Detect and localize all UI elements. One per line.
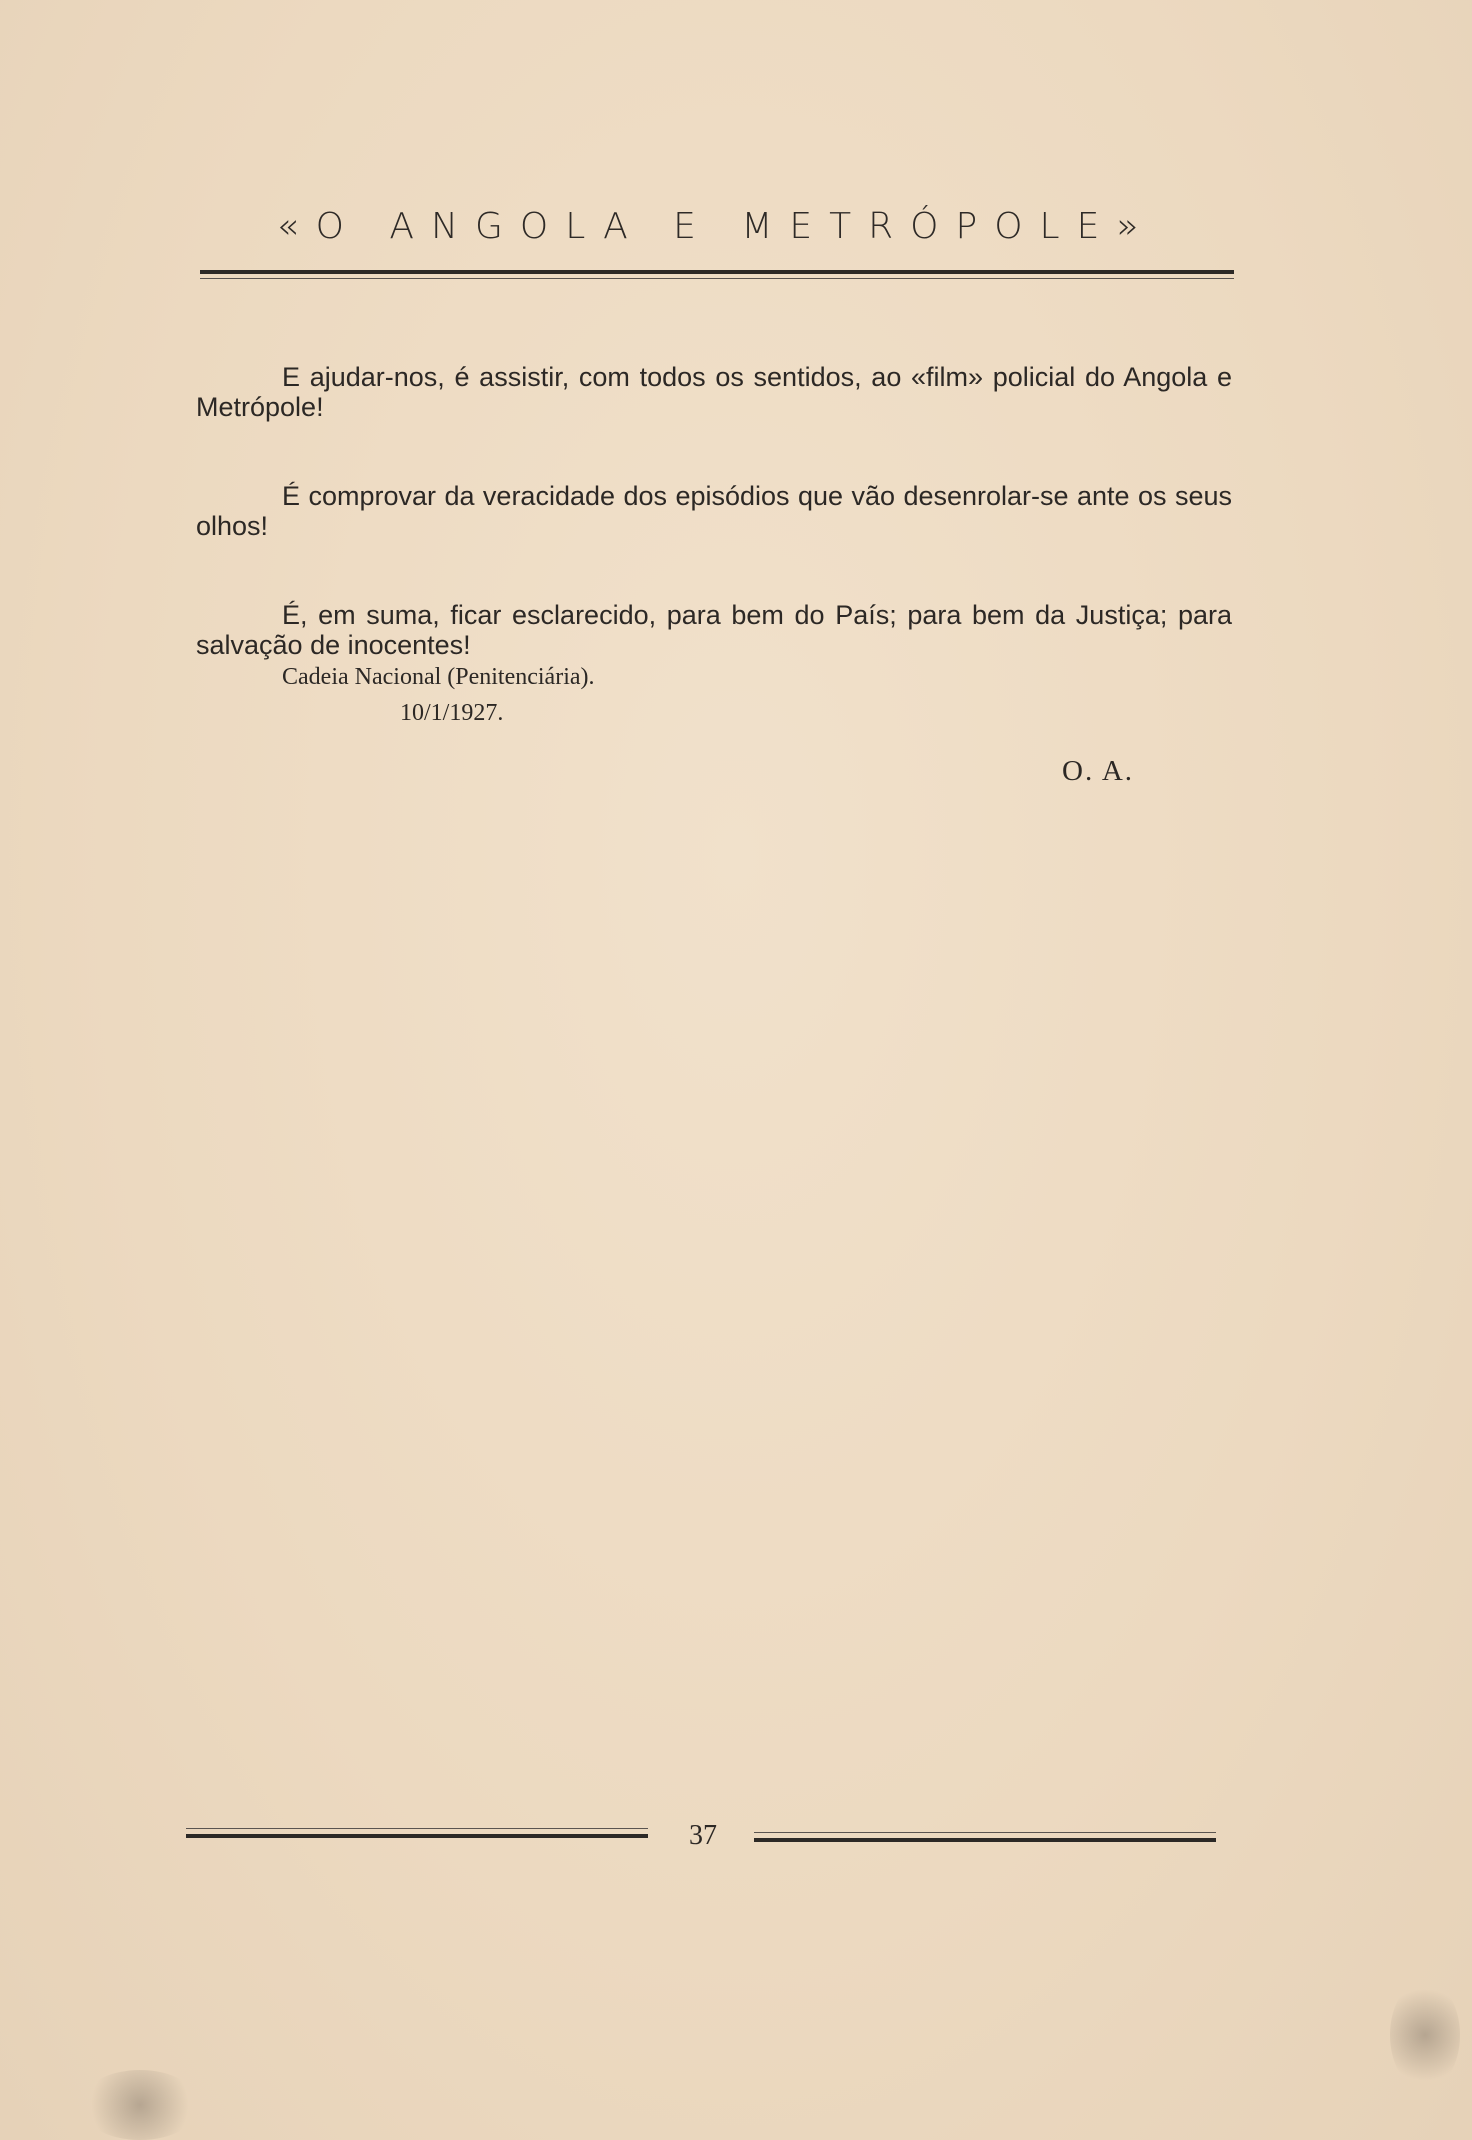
- paragraph: É, em suma, ficar esclarecido, para bem do País; para bem da Justiça; para salvação de inocentes!: [196, 600, 1232, 660]
- footer-rule-right-thin: [754, 1832, 1216, 1833]
- author-initials: O. A.: [1062, 755, 1135, 787]
- signoff-place: Cadeia Nacional (Penitenciária).: [282, 664, 595, 690]
- header-rule-thick: [200, 270, 1234, 274]
- signoff-block: [282, 659, 595, 731]
- running-head-title: «O ANGOLA E METRÓPOLE»: [276, 206, 1156, 247]
- paper-stain: [80, 2070, 200, 2140]
- paragraph: E ajudar-nos, é assistir, com todos os sentidos, ao «film» policial do Angola e Metrópole!: [196, 362, 1232, 422]
- page-number: 37: [689, 1820, 717, 1851]
- footer-rule-right: [754, 1838, 1216, 1842]
- paper-stain: [1390, 1980, 1460, 2090]
- footer-rule-left-thin: [186, 1828, 648, 1829]
- header-rule-thin: [200, 278, 1234, 279]
- footer-rule-left: [186, 1834, 648, 1838]
- paragraph: É comprovar da veracidade dos episódios que vão desenrolar-se ante os seus olhos!: [196, 481, 1232, 541]
- signoff-date: 10/1/1927.: [400, 700, 504, 726]
